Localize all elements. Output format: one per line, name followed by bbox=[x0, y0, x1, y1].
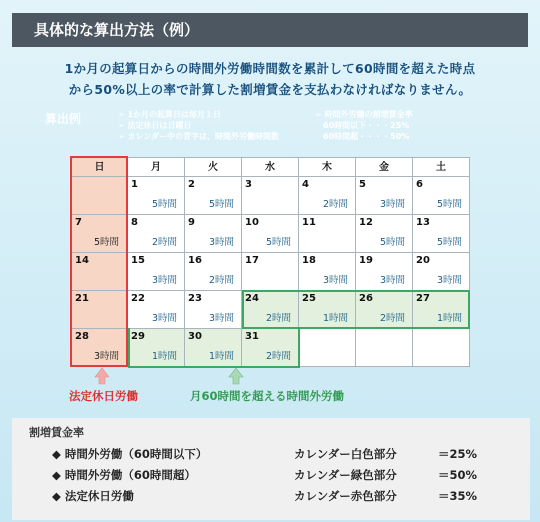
calendar-day-cell bbox=[242, 329, 299, 367]
note-start-day: ➢ 1か月の起算日は毎月１日 bbox=[118, 110, 222, 119]
calendar-day-cell bbox=[128, 215, 185, 253]
day-number: 6 bbox=[416, 179, 423, 190]
day-number: 14 bbox=[75, 255, 89, 266]
calendar-day-cell bbox=[242, 215, 299, 253]
day-number: 11 bbox=[302, 217, 316, 228]
overtime-hours: 3時間 bbox=[208, 313, 234, 324]
calendar-day-cell bbox=[185, 215, 242, 253]
day-number: 23 bbox=[188, 293, 202, 304]
rate-part: カレンダー赤色部分 bbox=[294, 489, 397, 503]
day-number: 19 bbox=[359, 255, 373, 266]
red-arrow-icon bbox=[92, 366, 112, 386]
day-number: 8 bbox=[131, 217, 138, 228]
day-number: 13 bbox=[416, 217, 430, 228]
day-number: 21 bbox=[75, 293, 89, 304]
overtime-hours: 1時間 bbox=[322, 313, 348, 324]
calendar-day-cell bbox=[242, 291, 299, 329]
page-title: 具体的な算出方法（例） bbox=[12, 13, 528, 47]
day-number: 24 bbox=[245, 293, 259, 304]
note-rate-under-60: 60時間以下・・・25% bbox=[323, 121, 410, 130]
calendar-day-cell bbox=[71, 329, 128, 367]
day-number: 26 bbox=[359, 293, 373, 304]
overtime-hours: 5時間 bbox=[208, 199, 234, 210]
calendar-day-cell bbox=[71, 291, 128, 329]
overtime-hours: 1時間 bbox=[436, 313, 462, 324]
overtime-hours: 1時間 bbox=[151, 351, 177, 362]
calendar-body bbox=[71, 177, 470, 367]
day-number: 20 bbox=[416, 255, 430, 266]
calendar-day-cell bbox=[356, 215, 413, 253]
calendar-day-cell bbox=[242, 177, 299, 215]
calendar-week-row bbox=[71, 253, 470, 291]
rate-name: ◆ 時間外労働（60時間以下） bbox=[52, 447, 208, 461]
day-number: 31 bbox=[245, 331, 259, 342]
weekday-header: 木 bbox=[299, 157, 356, 177]
calendar-day-cell bbox=[128, 291, 185, 329]
day-number: 3 bbox=[245, 179, 252, 190]
calendar-day-cell bbox=[413, 215, 470, 253]
rate-percent: ＝50% bbox=[438, 468, 478, 482]
overtime-hours: 3時間 bbox=[379, 199, 405, 210]
calendar-week-row bbox=[71, 291, 470, 329]
day-number: 29 bbox=[131, 331, 145, 342]
weekday-header: 月 bbox=[128, 157, 185, 177]
rate-percent: ＝35% bbox=[438, 489, 478, 503]
note-holiday: ➢ 法定休日は日曜日 bbox=[118, 121, 192, 130]
rate-row bbox=[52, 488, 492, 504]
day-number: 30 bbox=[188, 331, 202, 342]
day-number: 4 bbox=[302, 179, 309, 190]
calendar-day-cell bbox=[185, 253, 242, 291]
calendar-day-cell bbox=[185, 329, 242, 367]
note-rate-over-60: 60時間超・・・・50% bbox=[323, 132, 410, 141]
overtime-hours: 5時間 bbox=[436, 237, 462, 248]
calendar-day-cell bbox=[413, 253, 470, 291]
day-number: 5 bbox=[359, 179, 366, 190]
day-number: 18 bbox=[302, 255, 316, 266]
calendar-day-cell bbox=[185, 177, 242, 215]
overtime-hours: 3時間 bbox=[93, 351, 119, 362]
day-number: 22 bbox=[131, 293, 145, 304]
over60-work-label: 月60時間を超える時間外労働 bbox=[190, 389, 345, 403]
calendar-day-cell bbox=[71, 177, 128, 215]
rate-part: カレンダー白色部分 bbox=[294, 447, 397, 461]
day-number: 15 bbox=[131, 255, 145, 266]
overtime-hours: 5時間 bbox=[151, 199, 177, 210]
intro-line-2: から50%以上の率で計算した割増賃金を支払わなければなりません。 bbox=[68, 82, 472, 97]
day-number: 2 bbox=[188, 179, 195, 190]
weekday-header: 土 bbox=[413, 157, 470, 177]
day-number: 7 bbox=[75, 217, 82, 228]
overtime-hours: 5時間 bbox=[93, 237, 119, 248]
calendar-day-cell bbox=[356, 291, 413, 329]
day-number: 16 bbox=[188, 255, 202, 266]
calendar bbox=[71, 157, 470, 368]
calendar-day-cell bbox=[299, 177, 356, 215]
day-number: 12 bbox=[359, 217, 373, 228]
overtime-hours: 3時間 bbox=[379, 275, 405, 286]
day-number: 10 bbox=[245, 217, 259, 228]
weekday-header: 水 bbox=[242, 157, 299, 177]
calendar-day-cell bbox=[356, 253, 413, 291]
note-rate-title: ➢ 時間外労働の割増賃金率 bbox=[315, 110, 413, 119]
calendar-day-cell bbox=[71, 215, 128, 253]
calendar-week-row bbox=[71, 329, 470, 367]
weekday-header: 日 bbox=[71, 157, 128, 177]
calendar-day-cell bbox=[299, 253, 356, 291]
overtime-hours: 2時間 bbox=[379, 313, 405, 324]
green-arrow-icon bbox=[226, 366, 246, 386]
notes-left bbox=[118, 109, 279, 142]
calendar-day-cell bbox=[413, 291, 470, 329]
calendar-day-cell bbox=[242, 253, 299, 291]
weekday-header: 火 bbox=[185, 157, 242, 177]
day-number: 9 bbox=[188, 217, 195, 228]
calendar-day-cell bbox=[299, 329, 356, 367]
overtime-hours: 3時間 bbox=[436, 275, 462, 286]
calendar-week-row bbox=[71, 177, 470, 215]
calendar-day-cell bbox=[185, 291, 242, 329]
overtime-hours: 2時間 bbox=[265, 313, 291, 324]
calendar-day-cell bbox=[356, 177, 413, 215]
overtime-hours: 5時間 bbox=[436, 199, 462, 210]
calendar-day-cell bbox=[413, 329, 470, 367]
day-number: 1 bbox=[131, 179, 138, 190]
overtime-hours: 3時間 bbox=[151, 313, 177, 324]
overtime-hours: 3時間 bbox=[208, 237, 234, 248]
example-label: 算出例 bbox=[45, 112, 82, 126]
rate-part: カレンダー緑色部分 bbox=[294, 468, 397, 482]
calendar-day-cell bbox=[299, 215, 356, 253]
rate-row bbox=[52, 446, 492, 462]
rate-name: ◆ 時間外労働（60時間超） bbox=[52, 468, 196, 482]
overtime-hours: 1時間 bbox=[208, 351, 234, 362]
holiday-work-label: 法定休日労働 bbox=[69, 389, 138, 403]
calendar-header-row bbox=[71, 157, 470, 177]
calendar-day-cell bbox=[71, 253, 128, 291]
rate-percent: ＝25% bbox=[438, 447, 478, 461]
overtime-hours: 3時間 bbox=[151, 275, 177, 286]
overtime-hours: 5時間 bbox=[265, 237, 291, 248]
overtime-hours: 5時間 bbox=[379, 237, 405, 248]
day-number: 28 bbox=[75, 331, 89, 342]
day-number: 17 bbox=[245, 255, 259, 266]
calendar-day-cell bbox=[356, 329, 413, 367]
calendar-day-cell bbox=[299, 291, 356, 329]
rates-title: 割増賃金率 bbox=[29, 426, 84, 439]
overtime-hours: 2時間 bbox=[208, 275, 234, 286]
overtime-hours: 2時間 bbox=[151, 237, 177, 248]
overtime-hours: 2時間 bbox=[322, 199, 348, 210]
overtime-hours: 2時間 bbox=[265, 351, 291, 362]
calendar-week-row bbox=[71, 215, 470, 253]
notes-right bbox=[315, 109, 413, 142]
rate-row bbox=[52, 467, 492, 483]
note-blue-text: ➢ カレンダー中の青字は、時間外労働時間数 bbox=[118, 132, 279, 141]
rate-name: ◆ 法定休日労働 bbox=[52, 489, 134, 503]
overtime-hours: 3時間 bbox=[322, 275, 348, 286]
day-number: 27 bbox=[416, 293, 430, 304]
calendar-day-cell bbox=[128, 177, 185, 215]
intro-text bbox=[0, 58, 540, 100]
calendar-day-cell bbox=[128, 329, 185, 367]
calendar-day-cell bbox=[413, 177, 470, 215]
weekday-header: 金 bbox=[356, 157, 413, 177]
calendar-day-cell bbox=[128, 253, 185, 291]
day-number: 25 bbox=[302, 293, 316, 304]
intro-line-1: 1か月の起算日からの時間外労働時間数を累計して60時間を超えた時点 bbox=[64, 61, 476, 76]
